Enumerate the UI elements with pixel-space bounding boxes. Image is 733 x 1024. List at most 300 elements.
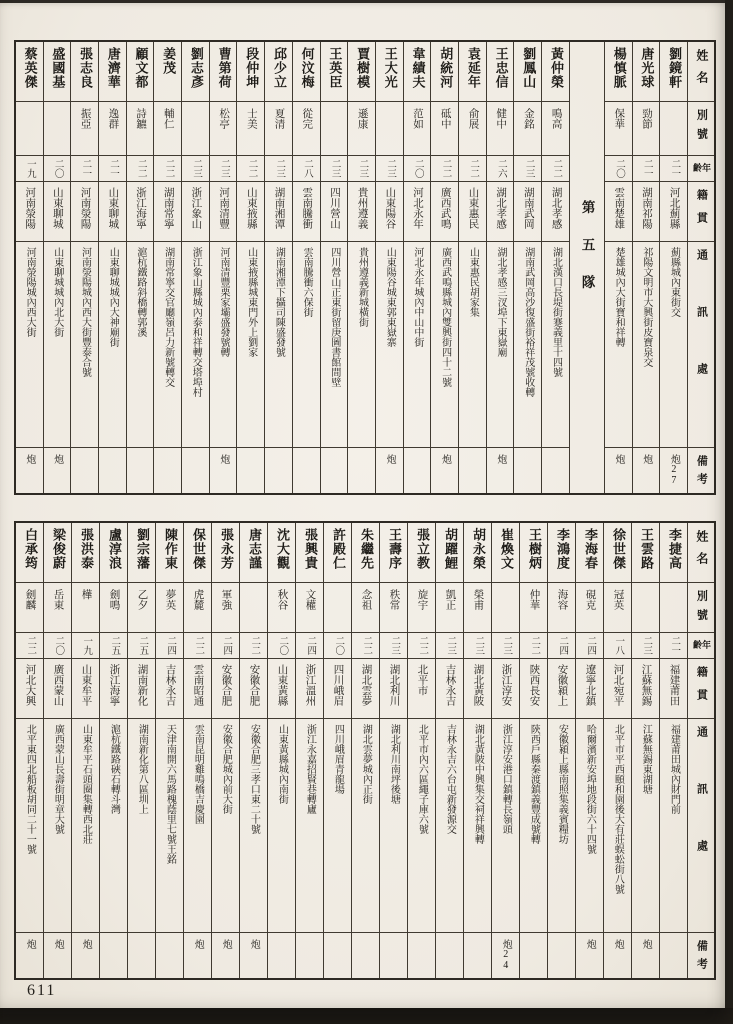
age-cell-text: 一九 xyxy=(81,636,92,655)
address-cell-text: 貴州遵義新城橫街 xyxy=(356,247,368,327)
address-cell xyxy=(431,242,458,448)
address-cell-text: 湖北雲夢城內正街 xyxy=(360,724,372,804)
address-cell-text: 滬杭鐵路斜橋轉郭溪 xyxy=(134,247,146,337)
person-column xyxy=(99,523,127,978)
note-cell-text: 炮 xyxy=(217,454,229,464)
person-column xyxy=(127,523,155,978)
person-column xyxy=(153,42,181,493)
name-cell-text: 楊慎脈 xyxy=(611,47,627,89)
address-cell-text: 北平東四北船板胡同二十一號 xyxy=(24,724,36,854)
age-cell-text: 二四 xyxy=(585,636,596,655)
name-cell-text: 張志良 xyxy=(78,47,94,89)
age-cell xyxy=(212,633,239,659)
name-cell xyxy=(431,42,458,102)
name-cell-text: 段仲坤 xyxy=(244,47,260,89)
address-cell-text: 雲南昆明雞鳴橋吉慶園 xyxy=(192,724,204,824)
age-cell-text: 二三 xyxy=(473,636,484,655)
note-cell-text: 炮27 xyxy=(668,454,680,486)
name-cell xyxy=(660,523,687,583)
alias-cell-text: 軍強 xyxy=(220,589,232,610)
page-number: 611 xyxy=(27,982,57,999)
person-column xyxy=(430,42,458,493)
name-cell-text: 盧淳浪 xyxy=(106,528,122,570)
origin-cell-text: 吉林永吉 xyxy=(164,664,176,706)
age-cell-text: 二二 xyxy=(468,159,479,178)
alias-cell xyxy=(605,102,632,156)
address-cell xyxy=(296,719,323,933)
alias-cell xyxy=(604,583,631,633)
name-cell xyxy=(487,42,514,102)
address-cell-text: 廣西武鳴縣城內雙興街四十二號 xyxy=(439,247,451,387)
origin-cell xyxy=(212,659,239,719)
age-cell-text: 二二 xyxy=(163,159,174,178)
address-cell xyxy=(514,242,541,448)
age-cell-text: 二一 xyxy=(80,159,91,178)
origin-cell-text: 湖南武岡 xyxy=(522,187,534,229)
age-cell-text: 二三 xyxy=(523,159,534,178)
name-cell xyxy=(576,523,603,583)
age-cell-text: 二三 xyxy=(191,159,202,178)
alias-cell-text: 士美 xyxy=(245,108,257,129)
name-cell-text: 王雲路 xyxy=(638,528,654,570)
name-cell xyxy=(376,42,403,102)
name-cell xyxy=(492,523,519,583)
name-cell xyxy=(660,42,687,102)
origin-cell xyxy=(408,659,435,719)
age-cell-text: 二六 xyxy=(495,159,506,178)
origin-cell-text: 湖南祁陽 xyxy=(640,187,652,229)
origin-cell-text: 安徽潁上 xyxy=(556,664,568,706)
alias-cell-text: 樺 xyxy=(80,589,92,600)
alias-cell xyxy=(16,583,43,633)
address-cell-text: 天津南開六馬路槐蔭里七號王銘 xyxy=(164,724,176,864)
alias-cell-text: 硯克 xyxy=(584,589,596,610)
header-label-address xyxy=(688,242,714,448)
note-cell xyxy=(237,448,264,493)
age-cell xyxy=(268,633,295,659)
name-cell xyxy=(268,523,295,583)
alias-cell-text: 凱正 xyxy=(444,589,456,610)
scan-edge-bottom xyxy=(0,1008,733,1024)
person-column xyxy=(575,523,603,978)
origin-cell xyxy=(128,659,155,719)
origin-cell-text: 湖北利川 xyxy=(388,664,400,706)
origin-cell-text: 河南滎陽 xyxy=(79,187,91,229)
alias-cell xyxy=(464,583,491,633)
note-cell xyxy=(72,933,99,978)
note-cell xyxy=(632,933,659,978)
header-label-alias xyxy=(688,102,714,156)
note-cell xyxy=(520,933,547,978)
note-cell-text: 炮 xyxy=(612,454,624,464)
age-cell-text: 二〇 xyxy=(333,636,344,655)
name-cell-text: 許殿仁 xyxy=(330,528,346,570)
alias-cell-text: 劍麟 xyxy=(24,589,36,610)
age-cell xyxy=(296,633,323,659)
address-cell xyxy=(464,719,491,933)
origin-cell-text: 山東牟平 xyxy=(80,664,92,706)
origin-cell-text: 安徽合肥 xyxy=(220,664,232,706)
age-cell xyxy=(431,156,458,182)
note-cell xyxy=(492,933,519,978)
note-cell xyxy=(542,448,569,493)
note-cell-text: 炮 xyxy=(584,939,596,949)
header-label-name xyxy=(688,42,714,102)
note-cell xyxy=(660,448,687,493)
alias-cell-text: 逸群 xyxy=(107,108,119,129)
address-cell xyxy=(293,242,320,448)
person-column xyxy=(43,523,71,978)
note-cell-text: 炮 xyxy=(384,454,396,464)
note-cell xyxy=(44,448,71,493)
person-column xyxy=(347,42,375,493)
origin-cell-text: 江蘇無錫 xyxy=(640,664,652,706)
alias-cell xyxy=(660,102,687,156)
age-cell-text: 二四 xyxy=(557,636,568,655)
name-cell-text: 李鴻度 xyxy=(554,528,570,570)
person-column xyxy=(70,42,98,493)
header-label-age xyxy=(688,156,714,182)
origin-cell xyxy=(376,182,403,242)
note-cell-text: 炮 xyxy=(192,939,204,949)
origin-cell xyxy=(520,659,547,719)
person-column xyxy=(209,42,237,493)
note-cell xyxy=(348,448,375,493)
alias-cell xyxy=(154,102,181,156)
name-cell xyxy=(348,42,375,102)
alias-cell xyxy=(487,102,514,156)
origin-cell xyxy=(182,182,209,242)
origin-cell-text: 河南清豐 xyxy=(218,187,230,229)
header-label-address-text: 通訊處 xyxy=(695,726,708,897)
name-cell-text: 張興貴 xyxy=(302,528,318,570)
header-column xyxy=(687,523,714,978)
person-column xyxy=(43,42,71,493)
person-column xyxy=(491,523,519,978)
note-cell xyxy=(376,448,403,493)
origin-cell-text: 河北永年 xyxy=(412,187,424,229)
name-cell xyxy=(464,523,491,583)
name-cell-text: 黃仲榮 xyxy=(549,47,564,89)
age-cell-text: 二三 xyxy=(641,636,652,655)
person-column xyxy=(631,523,659,978)
origin-cell-text: 浙江象山 xyxy=(190,187,202,229)
origin-cell-text: 山東掖縣 xyxy=(245,187,257,229)
note-cell-text: 炮 xyxy=(494,454,506,464)
name-cell xyxy=(324,523,351,583)
age-cell-text: 二二 xyxy=(246,159,257,178)
age-cell xyxy=(100,633,127,659)
header-label-age-text: 年齡 xyxy=(692,640,711,650)
roster-table-top xyxy=(14,40,716,495)
header-label-alias-text: 別號 xyxy=(695,109,708,147)
note-cell xyxy=(296,933,323,978)
origin-cell-text: 山東陽谷 xyxy=(384,187,396,229)
header-label-note-text: 備考 xyxy=(695,455,708,491)
alias-cell-text: 松亭 xyxy=(218,108,230,129)
alias-cell-text: 鳴高 xyxy=(550,108,562,129)
alias-cell xyxy=(210,102,237,156)
name-cell-text: 劉鏡軒 xyxy=(667,47,683,89)
address-cell xyxy=(404,242,431,448)
note-cell xyxy=(514,448,541,493)
origin-cell-text: 浙江溫州 xyxy=(304,664,316,706)
address-cell-text: 楚雄城內大街寶和祥轉 xyxy=(613,247,625,347)
alias-cell xyxy=(127,102,154,156)
note-cell xyxy=(99,448,126,493)
person-column xyxy=(181,42,209,493)
name-cell-text: 顧文都 xyxy=(133,47,149,89)
address-cell-text: 山東惠民胡家集 xyxy=(467,247,479,317)
note-cell xyxy=(210,448,237,493)
age-cell xyxy=(321,156,348,182)
name-cell xyxy=(459,42,486,102)
name-cell xyxy=(352,523,379,583)
header-label-alias xyxy=(688,583,714,633)
note-cell xyxy=(156,933,183,978)
name-cell-text: 保世傑 xyxy=(190,528,206,570)
name-cell xyxy=(380,523,407,583)
address-cell xyxy=(324,719,351,933)
name-cell-text: 韋績夫 xyxy=(410,47,426,89)
header-label-alias-text: 別號 xyxy=(695,590,708,628)
address-cell-text: 河南滎陽城內西大街 xyxy=(24,247,36,337)
age-cell-text: 二三 xyxy=(501,636,512,655)
note-cell xyxy=(459,448,486,493)
alias-cell-text: 岳東 xyxy=(52,589,64,610)
age-cell xyxy=(324,633,351,659)
note-cell xyxy=(44,933,71,978)
person-column xyxy=(519,523,547,978)
address-cell-text: 湖北利川南坪後塘 xyxy=(388,724,400,804)
alias-cell xyxy=(184,583,211,633)
name-cell-text: 張立教 xyxy=(414,528,430,570)
name-cell-text: 梁俊蔚 xyxy=(50,528,66,570)
person-column xyxy=(292,42,320,493)
name-cell-text: 姜茂 xyxy=(161,47,177,75)
origin-cell xyxy=(436,659,463,719)
name-cell xyxy=(296,523,323,583)
age-cell-text: 二二 xyxy=(417,636,428,655)
name-cell-text: 蔡英傑 xyxy=(22,47,38,89)
person-column xyxy=(295,523,323,978)
origin-cell-text: 廣西武鳴 xyxy=(439,187,451,229)
age-cell xyxy=(16,633,43,659)
person-column xyxy=(351,523,379,978)
name-cell xyxy=(632,523,659,583)
origin-cell-text: 河南滎陽 xyxy=(24,187,36,229)
age-cell xyxy=(464,633,491,659)
person-column xyxy=(98,42,126,493)
header-label-name-text: 姓名 xyxy=(694,49,709,93)
note-cell xyxy=(16,933,43,978)
note-cell-text: 炮 xyxy=(612,939,624,949)
note-cell-text: 炮 xyxy=(640,939,652,949)
name-cell-text: 李海春 xyxy=(582,528,598,570)
scan-edge-top xyxy=(0,0,733,3)
note-cell-text: 炮 xyxy=(80,939,92,949)
note-cell xyxy=(293,448,320,493)
address-cell xyxy=(72,719,99,933)
age-cell-text: 二一 xyxy=(669,636,680,655)
origin-cell xyxy=(16,182,43,242)
age-cell xyxy=(436,633,463,659)
alias-cell-text: 遜康 xyxy=(356,108,368,129)
age-cell-text: 二三 xyxy=(357,159,368,178)
alias-cell xyxy=(576,583,603,633)
origin-cell-text: 福建莆田 xyxy=(668,664,680,706)
alias-cell xyxy=(156,583,183,633)
address-cell-text: 河北永年城內中山中街 xyxy=(411,247,423,347)
alias-cell xyxy=(44,583,71,633)
origin-cell-text: 河北宛平 xyxy=(612,664,624,706)
address-cell xyxy=(154,242,181,448)
alias-cell xyxy=(72,583,99,633)
age-cell-text: 二三 xyxy=(385,159,396,178)
person-column xyxy=(71,523,99,978)
note-cell xyxy=(605,448,632,493)
origin-cell xyxy=(156,659,183,719)
origin-cell xyxy=(660,659,687,719)
name-cell-text: 王忠信 xyxy=(493,47,509,89)
alias-cell xyxy=(212,583,239,633)
header-label-name xyxy=(688,523,714,583)
alias-cell-text: 乙夕 xyxy=(136,589,148,610)
address-cell-text: 北平市平西頤和園後大有莊蜈蚣街八號 xyxy=(612,724,624,894)
address-cell xyxy=(576,719,603,933)
person-column xyxy=(375,42,403,493)
name-cell xyxy=(265,42,292,102)
origin-cell-text: 浙江海寧 xyxy=(108,664,120,706)
name-cell-text: 王樹炳 xyxy=(526,528,542,570)
note-cell xyxy=(212,933,239,978)
age-cell xyxy=(633,156,660,182)
address-cell-text: 山東陽谷城東郭東嶽寨 xyxy=(384,247,396,347)
alias-cell-text: 秋谷 xyxy=(276,589,288,610)
alias-cell-text: 夏清 xyxy=(273,108,285,129)
note-cell xyxy=(184,933,211,978)
person-column xyxy=(16,42,43,493)
age-cell xyxy=(265,156,292,182)
person-column xyxy=(236,42,264,493)
alias-cell xyxy=(293,102,320,156)
origin-cell xyxy=(348,182,375,242)
age-cell xyxy=(380,633,407,659)
origin-cell-text: 陝西長安 xyxy=(528,664,540,706)
alias-cell-text: 海容 xyxy=(556,589,568,610)
origin-cell xyxy=(404,182,431,242)
address-cell xyxy=(348,242,375,448)
alias-cell xyxy=(459,102,486,156)
age-cell-text: 二一 xyxy=(108,159,119,178)
person-column xyxy=(486,42,514,493)
note-cell xyxy=(265,448,292,493)
age-cell xyxy=(127,156,154,182)
age-cell-text: 二二 xyxy=(529,636,540,655)
age-cell xyxy=(408,633,435,659)
age-cell xyxy=(44,156,71,182)
address-cell-text: 吉林永吉六台屯新發源交 xyxy=(444,724,456,834)
age-cell xyxy=(154,156,181,182)
origin-cell xyxy=(542,182,569,242)
address-cell-text: 哈爾濱新安埠地段街六十四號 xyxy=(584,724,596,854)
name-cell xyxy=(16,42,43,102)
squad-divider-column xyxy=(569,42,604,493)
person-column xyxy=(541,42,569,493)
alias-cell xyxy=(404,102,431,156)
alias-cell xyxy=(548,583,575,633)
origin-cell-text: 浙江淳安 xyxy=(500,664,512,706)
address-cell xyxy=(127,242,154,448)
age-cell-text: 二二 xyxy=(135,159,146,178)
note-cell-text: 炮 xyxy=(220,939,232,949)
name-cell-text: 王英臣 xyxy=(327,47,343,89)
age-cell xyxy=(99,156,126,182)
address-cell xyxy=(99,242,126,448)
age-cell-text: 二三 xyxy=(445,636,456,655)
address-cell xyxy=(605,242,632,448)
alias-cell-text: 保華 xyxy=(613,108,625,129)
alias-cell-text: 輔仁 xyxy=(162,108,174,129)
name-cell-text: 唐志謹 xyxy=(246,528,262,570)
age-cell-text: 二三 xyxy=(389,636,400,655)
person-column xyxy=(183,523,211,978)
note-cell xyxy=(321,448,348,493)
address-cell-text: 四川峨眉青龍場 xyxy=(332,724,344,794)
person-column xyxy=(659,42,687,493)
note-cell-text: 炮 xyxy=(640,454,652,464)
origin-cell xyxy=(548,659,575,719)
note-cell-text: 炮24 xyxy=(500,939,512,971)
alias-cell xyxy=(348,102,375,156)
alias-cell-text: 勁節 xyxy=(640,108,652,129)
alias-cell-text: 俞展 xyxy=(467,108,479,129)
name-cell xyxy=(321,42,348,102)
name-cell-text: 賈樹模 xyxy=(355,47,371,89)
name-cell xyxy=(44,523,71,583)
note-cell xyxy=(633,448,660,493)
alias-cell xyxy=(265,102,292,156)
origin-cell xyxy=(324,659,351,719)
note-cell xyxy=(182,448,209,493)
age-cell xyxy=(72,633,99,659)
age-cell xyxy=(487,156,514,182)
origin-cell xyxy=(44,659,71,719)
note-cell-text: 炮 xyxy=(52,939,64,949)
name-cell xyxy=(71,42,98,102)
address-cell xyxy=(408,719,435,933)
age-cell xyxy=(182,156,209,182)
age-cell xyxy=(16,156,43,182)
address-cell-text: 湖南湘潭下攝司陳盛發號 xyxy=(273,247,285,357)
alias-cell xyxy=(182,102,209,156)
address-cell-text: 安徽合肥三孝口東二十號 xyxy=(248,724,260,834)
address-cell xyxy=(492,719,519,933)
address-cell xyxy=(632,719,659,933)
person-column xyxy=(267,523,295,978)
origin-cell-text: 廣西蒙山 xyxy=(52,664,64,706)
name-cell xyxy=(154,42,181,102)
age-cell xyxy=(632,633,659,659)
alias-cell xyxy=(436,583,463,633)
alias-cell-text: 仲華 xyxy=(528,589,540,610)
origin-cell-text: 浙江海寧 xyxy=(135,187,147,229)
age-cell-text: 二〇 xyxy=(52,159,63,178)
address-cell-text: 湖南新化第八區圳上 xyxy=(136,724,148,814)
origin-cell xyxy=(184,659,211,719)
name-cell xyxy=(408,523,435,583)
name-cell-text: 陳作東 xyxy=(162,528,178,570)
